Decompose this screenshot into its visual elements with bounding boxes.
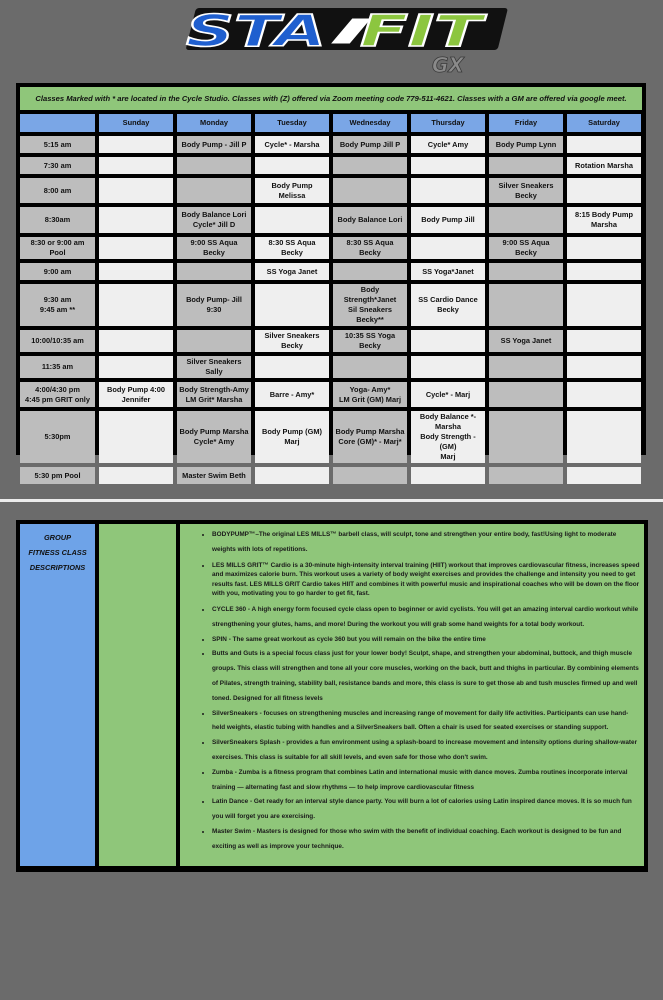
class-cell xyxy=(99,157,173,174)
class-cell xyxy=(99,467,173,484)
class-cell: Body Strength*Janet Sil Sneakers Becky** xyxy=(333,284,407,326)
class-cell xyxy=(567,136,641,153)
class-cell xyxy=(255,284,329,326)
class-cell xyxy=(333,467,407,484)
logo-text-sta: STA xyxy=(186,6,326,57)
time-cell: 5:15 am xyxy=(20,136,95,153)
class-cell xyxy=(411,356,485,378)
schedule-row xyxy=(20,136,641,153)
schedule-row xyxy=(20,356,641,378)
class-cell xyxy=(489,207,563,233)
class-cell xyxy=(255,467,329,484)
class-cell xyxy=(567,411,641,463)
class-cell xyxy=(99,330,173,352)
class-cell: Silver Sneakers Becky xyxy=(255,330,329,352)
class-cell: Body Pump- Jill 9:30 xyxy=(177,284,251,326)
class-descriptions xyxy=(16,520,648,872)
class-cell: Cycle* Amy xyxy=(411,136,485,153)
class-cell xyxy=(255,356,329,378)
class-cell: 10:35 SS Yoga Becky xyxy=(333,330,407,352)
class-cell xyxy=(177,330,251,352)
schedule-table xyxy=(16,110,645,488)
class-cell xyxy=(489,157,563,174)
description-item: • CYCLE 360 - A high energy form focused cycle class open to beginner or avid cyclists. You will get an amazing interval cardio workout while strengthening your glutes, hams, and more! During the workout you will grab some hand weights for a total body workout. xyxy=(212,603,640,633)
class-cell xyxy=(489,411,563,463)
class-cell: Body Pump Marsha Core (GM)* - Marj* xyxy=(333,411,407,463)
class-cell xyxy=(99,411,173,463)
time-cell: 5:30 pm Pool xyxy=(20,467,95,484)
class-cell xyxy=(333,356,407,378)
schedule-row xyxy=(20,237,641,259)
day-header-saturday: Saturday xyxy=(567,114,641,132)
class-cell: Silver Sneakers Becky xyxy=(489,178,563,203)
time-cell: 10:00/10:35 am xyxy=(20,330,95,352)
description-item: • LES MILLS GRIT™ Cardio is a 30-minute high-intensity interval training (HIIT) workout that improves cardiovascular fitness, increases speed and maximizes calorie burn. This workout uses a variety of body weight exercises and provides the challenge and intensity you need to get results fast. LES MILLS GRIT Cardio takes HIIT and combines it with powerful music and inspirational coaches who will be down on the floor with you, motivating you to go harder to get fit, fast. xyxy=(212,561,640,599)
descriptions-spacer-column xyxy=(99,524,176,866)
class-cell: 9:00 SS Aqua Becky xyxy=(177,237,251,259)
class-cell xyxy=(177,178,251,203)
class-cell: Yoga- Amy* LM Grit (GM) Marj xyxy=(333,382,407,407)
class-cell: SS Yoga*Janet xyxy=(411,263,485,280)
time-cell: 9:30 am 9:45 am ** xyxy=(20,284,95,326)
class-cell: Cycle* - Marsha xyxy=(255,136,329,153)
time-cell: 7:30 am xyxy=(20,157,95,174)
class-cell xyxy=(411,178,485,203)
day-header-blank xyxy=(20,114,95,132)
schedule-header-row xyxy=(20,114,641,132)
class-cell xyxy=(567,330,641,352)
class-cell xyxy=(567,356,641,378)
day-header-tuesday: Tuesday xyxy=(255,114,329,132)
schedule-row xyxy=(20,157,641,174)
class-cell xyxy=(255,157,329,174)
class-cell xyxy=(489,263,563,280)
class-cell: 8:30 SS Aqua Becky xyxy=(333,237,407,259)
class-cell xyxy=(99,207,173,233)
time-cell: 9:00 am xyxy=(20,263,95,280)
class-cell: Body Pump 4:00 Jennifer xyxy=(99,382,173,407)
description-item: • SilverSneakers Splash - provides a fun environment using a splash-board to increase movement and intensity options during shallow-water exercises. This class is suitable for all skill levels, and even safe for those who don't swim. xyxy=(212,736,640,766)
class-cell: SS Yoga Janet xyxy=(489,330,563,352)
class-cell xyxy=(333,157,407,174)
class-cell xyxy=(99,356,173,378)
class-cell: Body Balance Lori Cycle* Jill D xyxy=(177,207,251,233)
class-cell xyxy=(99,136,173,153)
day-header-monday: Monday xyxy=(177,114,251,132)
day-header-wednesday: Wednesday xyxy=(333,114,407,132)
class-schedule xyxy=(16,83,646,480)
class-cell xyxy=(411,467,485,484)
description-item: • BODYPUMP™–The original LES MILLS™ barbell class, will sculpt, tone and strengthen your entire body, fast!Using light to moderate weights with lots of repetitions. xyxy=(212,528,640,558)
class-cell: 8:15 Body Pump Marsha xyxy=(567,207,641,233)
class-cell: Body Pump - Jill P xyxy=(177,136,251,153)
logo-text-gx: GX xyxy=(432,53,464,77)
heading-line: FITNESS CLASS xyxy=(28,548,87,557)
schedule-row xyxy=(20,207,641,233)
logo-text-fit: FIT xyxy=(360,6,487,57)
descriptions-heading xyxy=(20,524,95,866)
time-cell: 8:30am xyxy=(20,207,95,233)
time-cell: 8:00 am xyxy=(20,178,95,203)
section-divider xyxy=(0,499,663,502)
class-cell: Body Balance Lori xyxy=(333,207,407,233)
class-cell xyxy=(489,356,563,378)
time-cell: 11:35 am xyxy=(20,356,95,378)
class-cell: SS Cardio Dance Becky xyxy=(411,284,485,326)
schedule-row xyxy=(20,467,641,484)
class-cell: Body Pump Melissa xyxy=(255,178,329,203)
class-cell: Body Pump (GM) Marj xyxy=(255,411,329,463)
class-cell: Body Pump Jill xyxy=(411,207,485,233)
day-header-sunday: Sunday xyxy=(99,114,173,132)
class-cell: Cycle* - Marj xyxy=(411,382,485,407)
day-header-thursday: Thursday xyxy=(411,114,485,132)
class-cell: Body Pump Lynn xyxy=(489,136,563,153)
class-cell xyxy=(567,237,641,259)
class-cell xyxy=(567,382,641,407)
class-cell: Body Pump Marsha Cycle* Amy xyxy=(177,411,251,463)
time-cell: 4:00/4:30 pm 4:45 pm GRIT only xyxy=(20,382,95,407)
description-list xyxy=(184,528,640,855)
heading-line: DESCRIPTIONS xyxy=(29,563,86,572)
description-item: • SilverSneakers - focuses on strengthening muscles and increasing range of movement for daily life activities. Participants can use hand-held weights, elastic tubing with handles and a SilverSneakers ball. Often a chair is used for seated exercises or standing support. xyxy=(212,707,640,737)
schedule-row xyxy=(20,263,641,280)
schedule-row xyxy=(20,382,641,407)
descriptions-list-panel xyxy=(180,524,644,866)
class-cell xyxy=(411,157,485,174)
class-cell xyxy=(99,178,173,203)
time-cell: 8:30 or 9:00 am Pool xyxy=(20,237,95,259)
class-cell xyxy=(489,382,563,407)
class-cell: Silver Sneakers Sally xyxy=(177,356,251,378)
class-cell: Rotation Marsha xyxy=(567,157,641,174)
schedule-row xyxy=(20,330,641,352)
description-item: • Butts and Guts is a special focus class just for your lower body! Sculpt, shape, and strengthen your abdominal, buttock, and thigh muscle groups. This class will strengthen and tone all your core muscles, working on the back, butt and thighs in particular. By combining elements of Pilates, strength training, stability ball, resistance bands and more, this class is sure to get those ab and tush muscles firmed up and well toned. Designed for all fitness levels xyxy=(212,647,640,706)
class-cell xyxy=(177,263,251,280)
schedule-row xyxy=(20,284,641,326)
class-cell xyxy=(567,284,641,326)
class-cell xyxy=(567,263,641,280)
class-cell xyxy=(99,284,173,326)
class-cell: SS Yoga Janet xyxy=(255,263,329,280)
class-cell xyxy=(489,284,563,326)
class-cell: 8:30 SS Aqua Becky xyxy=(255,237,329,259)
class-cell: Barre - Amy* xyxy=(255,382,329,407)
class-cell xyxy=(567,178,641,203)
class-cell: Body Pump Jill P xyxy=(333,136,407,153)
class-cell xyxy=(99,237,173,259)
description-item: • SPIN - The same great workout as cycle 360 but you will remain on the bike the entire time xyxy=(212,633,640,648)
class-cell xyxy=(411,330,485,352)
schedule-row xyxy=(20,411,641,463)
class-cell xyxy=(99,263,173,280)
description-item: • Zumba - Zumba is a fitness program that combines Latin and international music with dance moves. Zumba routines incorporate interval training — alternating fast and slow rhythms — to help improve cardiovascular fitness xyxy=(212,766,640,796)
class-cell xyxy=(177,157,251,174)
class-cell xyxy=(255,207,329,233)
description-item: • Latin Dance - Get ready for an interval style dance party. You will burn a lot of calories using Latin inspired dance moves. It is so much fun you will forget you are exercising. xyxy=(212,795,640,825)
class-cell xyxy=(333,263,407,280)
class-cell xyxy=(489,467,563,484)
class-cell xyxy=(567,467,641,484)
schedule-notice: Classes Marked with * are located in the Cycle Studio. Classes with (Z) offered via Zoom meeting code 779-511-4621. Classes with a GM are offered via google meet. xyxy=(20,87,642,110)
stafit-gx-logo xyxy=(0,0,663,78)
class-cell xyxy=(333,178,407,203)
class-cell: Body Balance *-Marsha Body Strength -(GM) Marj xyxy=(411,411,485,463)
description-item: • Master Swim - Masters is designed for those who swim with the benefit of individual coaching. Each workout is designed to be fun and exciting as well as improve your technique. xyxy=(212,825,640,855)
schedule-row xyxy=(20,178,641,203)
day-header-friday: Friday xyxy=(489,114,563,132)
class-cell: Body Strength-Amy LM Grit* Marsha xyxy=(177,382,251,407)
class-cell: Master Swim Beth xyxy=(177,467,251,484)
heading-line: GROUP xyxy=(43,533,72,542)
time-cell: 5:30pm xyxy=(20,411,95,463)
class-cell xyxy=(411,237,485,259)
class-cell: 9:00 SS Aqua Becky xyxy=(489,237,563,259)
